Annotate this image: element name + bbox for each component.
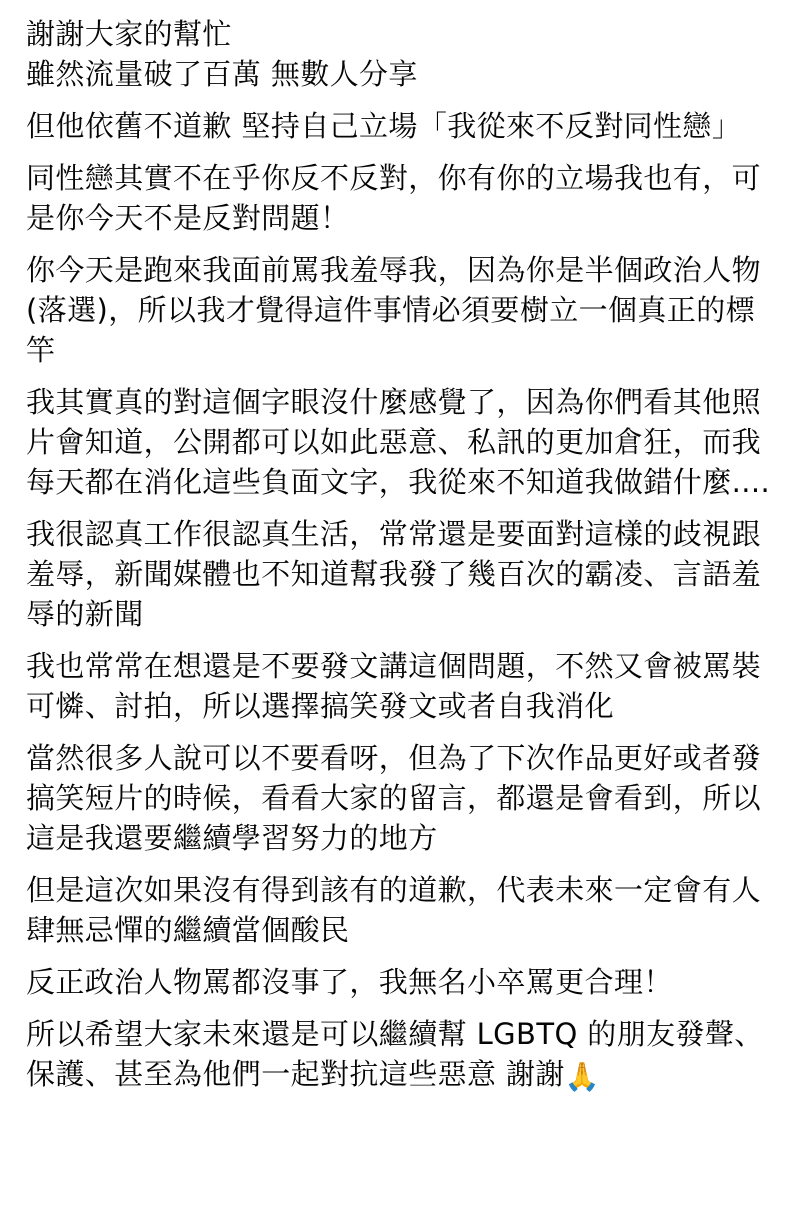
post-line: 但是這次如果沒有得到該有的道歉，代表未來一定會有人	[26, 873, 762, 907]
post-line: 竿	[26, 333, 56, 367]
praying-hands-icon: 🙏	[564, 1060, 601, 1093]
post-line: 雖然流量破了百萬 無數人分享	[26, 57, 418, 91]
post-line: 每天都在消化這些負面文字，我從來不知道我做錯什麼....	[26, 465, 771, 499]
post-line: 辱的新聞	[26, 597, 144, 631]
post-line: 搞笑短片的時候，看看大家的留言，都還是會看到，所以	[26, 781, 762, 815]
post-line: 我很認真工作很認真生活，常常還是要面對這樣的歧視跟	[26, 517, 762, 551]
post-line-text: 保護、甚至為他們一起對抗這些惡意 謝謝	[26, 1057, 565, 1091]
post-line: 當然很多人說可以不要看呀，但為了下次作品更好或者發	[26, 741, 762, 775]
post-paragraph	[26, 382, 776, 502]
post-line: 同性戀其實不在乎你反不反對，你有你的立場我也有，可	[26, 161, 762, 195]
post-line: 謝謝大家的幫忙	[26, 17, 232, 51]
post-line: 我其實真的對這個字眼沒什麼感覺了，因為你們看其他照	[26, 385, 762, 419]
post-line: 羞辱，新聞媒體也不知道幫我發了幾百次的霸凌、言語羞	[26, 557, 762, 591]
post-paragraph	[26, 14, 776, 94]
post-paragraph	[26, 250, 776, 370]
post-paragraph	[26, 514, 776, 634]
post-line: 是你今天不是反對問題！	[26, 201, 350, 235]
post-line: 這是我還要繼續學習努力的地方	[26, 821, 438, 855]
post-line: 肆無忌憚的繼續當個酸民	[26, 913, 350, 947]
post-line: 可憐、討拍，所以選擇搞笑發文或者自我消化	[26, 689, 615, 723]
post-line: 片會知道，公開都可以如此惡意、私訊的更加倉狂，而我	[26, 425, 762, 459]
post-line: 我也常常在想還是不要發文講這個問題，不然又會被罵裝	[26, 649, 762, 683]
post-paragraph	[26, 1014, 776, 1094]
post-paragraph	[26, 106, 776, 146]
post-paragraph	[26, 738, 776, 858]
post-line-with-emoji	[26, 1054, 776, 1094]
post-paragraph	[26, 646, 776, 726]
post-body	[26, 14, 776, 1106]
post-paragraph	[26, 870, 776, 950]
post-line: 你今天是跑來我面前罵我羞辱我，因為你是半個政治人物	[26, 253, 762, 287]
post-line: 所以希望大家未來還是可以繼續幫 LGBTQ 的朋友發聲、	[26, 1017, 764, 1051]
post-paragraph	[26, 962, 776, 1002]
post-line: 但他依舊不道歉 堅持自己立場「我從來不反對同性戀」	[26, 109, 742, 143]
post-line: (落選)，所以我才覺得這件事情必須要樹立一個真正的標	[26, 293, 756, 327]
post-paragraph	[26, 158, 776, 238]
post-line: 反正政治人物罵都沒事了，我無名小卒罵更合理！	[26, 965, 673, 999]
